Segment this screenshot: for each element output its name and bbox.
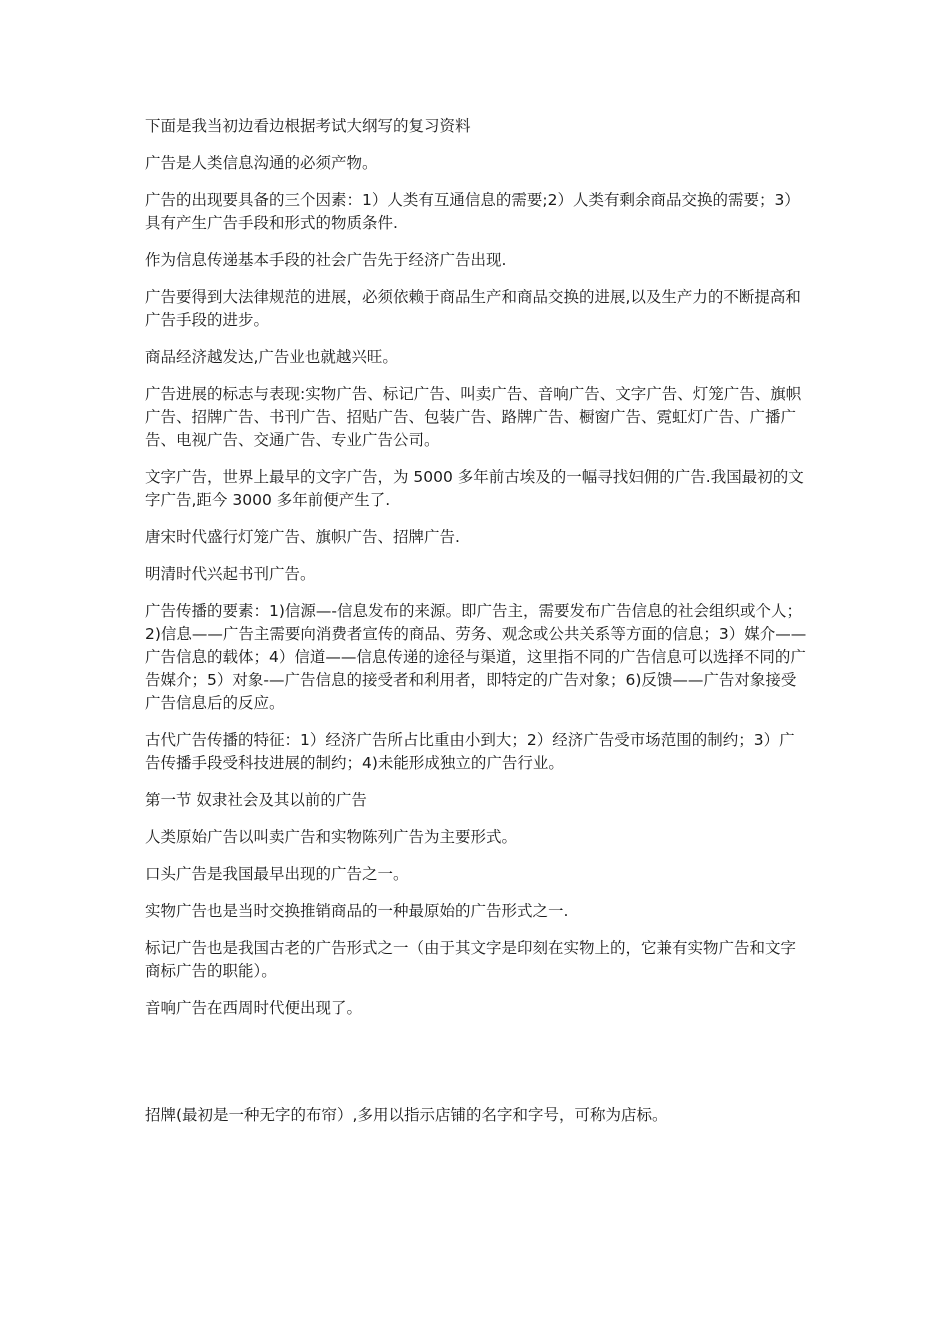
paragraph: 商品经济越发达,广告业也就越兴旺。 (145, 348, 398, 366)
section-heading: 第一节 奴隶社会及其以前的广告 (145, 791, 367, 809)
paragraph: 唐宋时代盛行灯笼广告、旗帜广告、招牌广告. (145, 528, 460, 546)
paragraph: 广告要得到大法律规范的进展，必须依赖于商品生产和商品交换的进展,以及生产力的不断提高和广告手段的进步。 (145, 288, 801, 329)
paragraph: 广告传播的要素：1)信源—-信息发布的来源。即广告主，需要发布广告信息的社会组织或个人；2)信息——广告主需要向消费者宣传的商品、劳务、观念或公共关系等方面的信息；3）媒介——广告信息的载体；4）信道——信息传递的途径与渠道，这里指不同的广告信息可以选择不同的广告媒介；5）对象-—广告信息的接受者和利用者，即特定的广告对象；6)反馈——广告对象接受广告信息后的反应。 (145, 602, 807, 712)
paragraph: 作为信息传递基本手段的社会广告先于经济广告出现. (145, 251, 507, 269)
paragraph: 广告的出现要具备的三个因素：1）人类有互通信息的需要;2）人类有剩余商品交换的需要；3）具有产生广告手段和形式的物质条件. (145, 191, 800, 232)
paragraph: 明清时代兴起书刊广告。 (145, 565, 316, 583)
paragraph: 口头广告是我国最早出现的广告之一。 (145, 865, 409, 883)
paragraph: 古代广告传播的特征：1）经济广告所占比重由小到大；2）经济广告受市场范围的制约；3）广告传播手段受科技进展的制约；4)未能形成独立的广告行业。 (145, 731, 795, 772)
paragraph: 广告进展的标志与表现:实物广告、标记广告、叫卖广告、音响广告、文字广告、灯笼广告、旗帜广告、招牌广告、书刊广告、招贴广告、包装广告、路牌广告、橱窗广告、霓虹灯广告、广播广告、电视广告、交通广告、专业广告公司。 (145, 385, 802, 449)
paragraph: 人类原始广告以叫卖广告和实物陈列广告为主要形式。 (145, 828, 518, 846)
paragraph-intro: 下面是我当初边看边根据考试大纲写的复习资料 (145, 117, 471, 135)
blank-space (145, 1034, 810, 1104)
document-body (145, 115, 810, 1141)
paragraph: 广告是人类信息沟通的必须产物。 (145, 154, 378, 172)
paragraph: 文字广告，世界上最早的文字广告，为 5000 多年前古埃及的一幅寻找妇佣的广告.我国最初的文字广告,距今 3000 多年前便产生了. (145, 468, 804, 509)
paragraph: 音响广告在西周时代便出现了。 (145, 999, 363, 1017)
paragraph: 实物广告也是当时交换推销商品的一种最原始的广告形式之一. (145, 902, 569, 920)
paragraph: 招牌(最初是一种无字的布帘）,多用以指示店铺的名字和字号，可称为店标。 (145, 1106, 668, 1124)
paragraph: 标记广告也是我国古老的广告形式之一（由于其文字是印刻在实物上的，它兼有实物广告和文字商标广告的职能）。 (145, 939, 797, 980)
